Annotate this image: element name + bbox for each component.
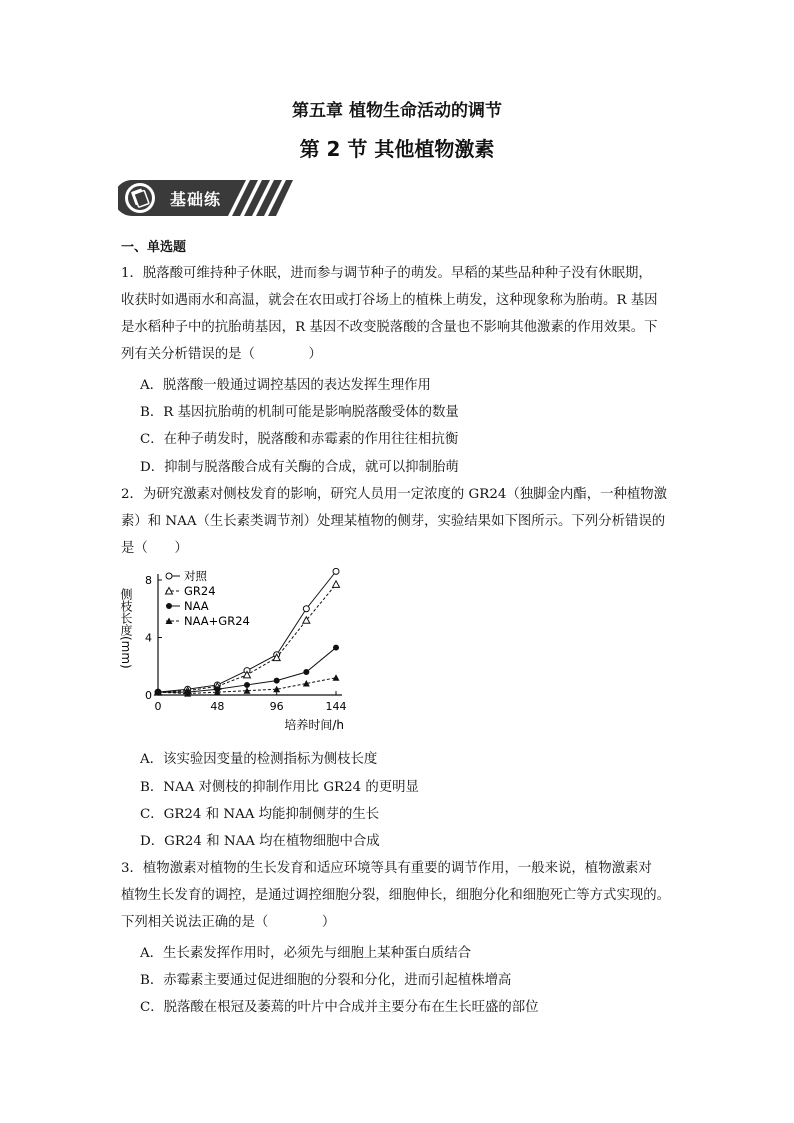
question-2-line: 是（ ） bbox=[121, 541, 188, 556]
question-1-line: 1．脱落酸可维持种子休眠，进而参与调节种子的萌发。早稻的某些品种种子没有休眠期， bbox=[121, 266, 652, 281]
legend-marker bbox=[166, 573, 172, 579]
y-tick-label: 0 bbox=[145, 689, 152, 702]
question-3-line: 下列相关说法正确的是（ ） bbox=[121, 915, 336, 930]
x-axis-label: 培养时间/h bbox=[284, 718, 344, 732]
question-1-option-a: A．脱落酸一般通过调控基因的表达发挥生理作用 bbox=[140, 378, 431, 393]
data-point bbox=[333, 674, 340, 681]
question-1-line: 列有关分析错误的是（ ） bbox=[121, 347, 322, 362]
question-1-option-d: D．抑制与脱落酸合成有关酶的合成，就可以抑制胎萌 bbox=[140, 460, 459, 475]
question-1-line: 收获时如遇雨水和高温，就会在农田或打谷场上的植株上萌发，这种现象称为胎萌。R 基因 bbox=[121, 293, 658, 308]
question-3-line: 3．植物激素对植物的生长发育和适应环境等具有重要的调节作用，一般来说，植物激素对 bbox=[121, 861, 652, 876]
x-tick-label: 0 bbox=[154, 700, 162, 713]
data-point bbox=[333, 645, 339, 651]
data-point bbox=[333, 581, 340, 588]
banner-label: 基础练 bbox=[170, 190, 222, 209]
question-2-option-b: B．NAA 对侧枝的抑制作用比 GR24 的更明显 bbox=[140, 780, 419, 795]
question-2-option-d: D．GR24 和 NAA 均在植物细胞中合成 bbox=[140, 834, 380, 849]
question-2-option-a: A．该实验因变量的检测指标为侧枝长度 bbox=[140, 752, 378, 767]
x-tick-label: 144 bbox=[325, 700, 347, 713]
x-tick-label: 96 bbox=[269, 700, 284, 713]
question-3-option-a: A．生长素发挥作用时，必须先与细胞上某种蛋白质结合 bbox=[140, 946, 472, 961]
data-point bbox=[244, 682, 250, 688]
data-point bbox=[303, 669, 309, 675]
question-2-line: 素）和 NAA（生长素类调节剂）处理某植物的侧芽，实验结果如下图所示。下列分析错误的 bbox=[121, 514, 666, 529]
data-point bbox=[303, 606, 309, 612]
section-heading: 一、单选题 bbox=[121, 240, 187, 255]
legend-marker bbox=[166, 603, 172, 609]
chapter-title: 第五章 植物生命活动的调节 bbox=[292, 101, 502, 121]
chart-svg bbox=[118, 566, 358, 738]
section-title: 第 2 节 其他植物激素 bbox=[299, 137, 495, 161]
question-1-line: 是水稻种子中的抗胎萌基因，R 基因不改变脱落酸的含量也不影响其他激素的作用效果。下 bbox=[121, 320, 658, 335]
legend-entry: NAA bbox=[184, 599, 209, 613]
x-tick-label: 48 bbox=[210, 700, 225, 713]
question-3-option-c: C．脱落酸在根冠及萎蔫的叶片中合成并主要分布在生长旺盛的部位 bbox=[140, 1000, 539, 1015]
question-3-line: 植物生长发育的调控，是通过调控细胞分裂，细胞伸长，细胞分化和细胞死亡等方式实现的。 bbox=[121, 888, 671, 903]
question-2-line: 2．为研究激素对侧枝发育的影响，研究人员用一定浓度的 GR24（独脚金内酯，一种植物激 bbox=[121, 487, 668, 502]
y-tick-label: 4 bbox=[145, 631, 152, 645]
question-1-option-c: C．在种子萌发时，脱落酸和赤霉素的作用往往相抗衡 bbox=[140, 432, 459, 447]
question-1-option-b: B．R 基因抗胎萌的机制可能是影响脱落酸受体的数量 bbox=[140, 405, 459, 420]
y-tick-label: 8 bbox=[145, 574, 152, 587]
y-axis-label: 侧枝长度(mm) bbox=[119, 588, 133, 669]
data-point bbox=[274, 678, 280, 684]
book-icon bbox=[125, 183, 155, 213]
side-branch-length-chart bbox=[118, 566, 358, 738]
data-point bbox=[333, 568, 339, 574]
legend-entry: 对照 bbox=[184, 569, 207, 583]
legend-entry: NAA+GR24 bbox=[184, 614, 250, 628]
legend-entry: GR24 bbox=[184, 584, 216, 598]
section-banner bbox=[118, 176, 293, 220]
question-2-option-c: C．GR24 和 NAA 均能抑制侧芽的生长 bbox=[140, 807, 380, 822]
question-3-option-b: B．赤霉素主要通过促进细胞的分裂和分化，进而引起植株增高 bbox=[140, 973, 512, 988]
